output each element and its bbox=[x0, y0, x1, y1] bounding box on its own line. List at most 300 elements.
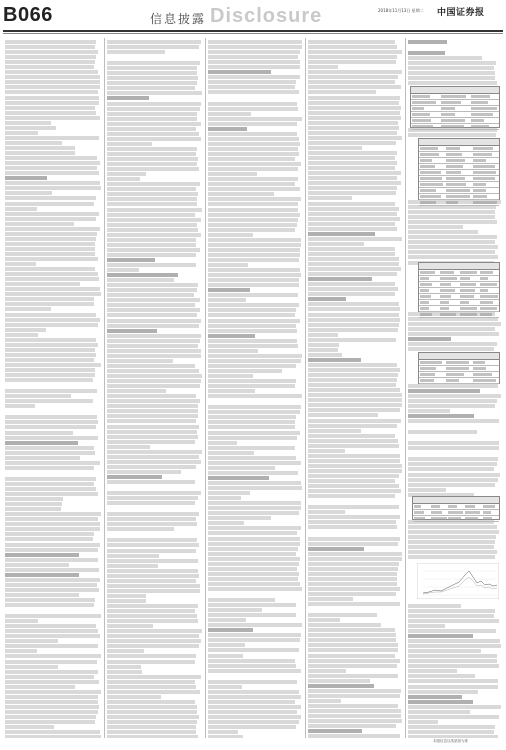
text-line bbox=[5, 237, 96, 241]
text-line bbox=[408, 394, 501, 398]
text-line bbox=[208, 567, 297, 571]
text-line bbox=[107, 308, 200, 312]
text-line bbox=[5, 368, 95, 372]
text-line bbox=[308, 679, 370, 683]
text-line bbox=[107, 470, 181, 474]
text-line bbox=[5, 487, 96, 491]
text-line bbox=[408, 685, 498, 689]
text-line bbox=[308, 429, 361, 433]
text-line bbox=[208, 451, 254, 455]
text-line bbox=[107, 313, 197, 317]
text-line bbox=[107, 253, 196, 257]
text-line bbox=[208, 263, 248, 267]
text-line bbox=[208, 501, 301, 505]
text-line bbox=[5, 307, 51, 311]
text-line bbox=[107, 619, 198, 623]
text-line bbox=[208, 552, 296, 556]
table-cell bbox=[446, 153, 461, 156]
text-line bbox=[308, 515, 400, 519]
text-line bbox=[107, 76, 198, 80]
text-line bbox=[408, 76, 495, 80]
table-header bbox=[413, 497, 499, 504]
text-line bbox=[208, 80, 296, 84]
text-line bbox=[208, 45, 302, 49]
table-cell bbox=[471, 125, 489, 128]
text-line bbox=[5, 212, 99, 216]
table-cell bbox=[446, 177, 464, 180]
text-line bbox=[408, 478, 498, 482]
text-line bbox=[408, 619, 499, 623]
text-line bbox=[308, 65, 338, 69]
text-line bbox=[107, 604, 198, 608]
text-line bbox=[208, 384, 295, 388]
text-line bbox=[208, 603, 296, 607]
text-column-1 bbox=[5, 40, 101, 738]
text-line bbox=[308, 449, 345, 453]
paragraph-heading-line bbox=[5, 176, 47, 180]
text-line bbox=[308, 542, 398, 546]
text-line bbox=[5, 378, 93, 382]
text-line bbox=[5, 720, 95, 724]
text-line bbox=[5, 512, 101, 516]
text-line bbox=[5, 373, 95, 377]
text-line bbox=[5, 85, 100, 89]
text-line bbox=[308, 704, 398, 708]
table-cell bbox=[412, 125, 433, 128]
footer-note: 本版信息以纸质版为准 bbox=[433, 739, 468, 743]
text-line bbox=[308, 654, 395, 658]
text-line bbox=[5, 151, 75, 155]
text-line bbox=[208, 303, 299, 307]
text-line bbox=[5, 80, 100, 84]
text-line bbox=[5, 537, 93, 541]
text-line bbox=[208, 542, 300, 546]
text-line bbox=[107, 112, 197, 116]
table-cell bbox=[420, 171, 441, 174]
text-line bbox=[408, 690, 478, 694]
text-line bbox=[308, 328, 398, 332]
text-line bbox=[5, 75, 100, 79]
text-line bbox=[308, 444, 399, 448]
text-line bbox=[107, 359, 173, 363]
text-line bbox=[5, 725, 54, 729]
data-table bbox=[412, 496, 500, 520]
text-line bbox=[208, 695, 301, 699]
text-line bbox=[408, 457, 498, 461]
text-line bbox=[107, 344, 198, 348]
text-line bbox=[208, 40, 302, 44]
text-line bbox=[208, 187, 300, 191]
text-line bbox=[107, 263, 196, 267]
text-line bbox=[308, 363, 397, 367]
text-line bbox=[308, 577, 397, 581]
paragraph-heading-line bbox=[408, 337, 451, 341]
text-line bbox=[208, 471, 298, 475]
table-cell bbox=[420, 277, 429, 280]
text-line bbox=[308, 217, 400, 221]
text-line bbox=[308, 333, 338, 337]
text-line bbox=[5, 161, 100, 165]
table-cell bbox=[483, 505, 496, 508]
table-cell bbox=[440, 271, 454, 274]
text-line bbox=[107, 480, 195, 484]
paragraph-heading-line bbox=[208, 288, 250, 292]
table-cell bbox=[465, 517, 477, 520]
text-line bbox=[107, 639, 201, 643]
table-cell bbox=[465, 511, 479, 514]
text-line bbox=[208, 582, 300, 586]
paragraph-heading-line bbox=[408, 695, 462, 699]
text-line bbox=[5, 629, 98, 633]
text-line bbox=[5, 715, 96, 719]
text-line bbox=[208, 466, 275, 470]
table-cell bbox=[473, 177, 495, 180]
paragraph-heading-line bbox=[408, 40, 447, 44]
text-line bbox=[208, 633, 301, 637]
text-line bbox=[408, 419, 499, 423]
text-line bbox=[107, 665, 141, 669]
text-line bbox=[208, 715, 301, 719]
text-line bbox=[107, 644, 199, 648]
text-line bbox=[107, 384, 200, 388]
text-line bbox=[5, 507, 61, 511]
text-line bbox=[208, 446, 295, 450]
text-line bbox=[107, 735, 198, 738]
text-line bbox=[408, 730, 494, 734]
text-line bbox=[107, 680, 195, 684]
table-cell bbox=[441, 125, 464, 128]
table-cell bbox=[480, 271, 493, 274]
text-line bbox=[107, 187, 196, 191]
text-line bbox=[308, 247, 395, 251]
table-cell bbox=[440, 283, 451, 286]
text-line bbox=[107, 107, 200, 111]
text-line bbox=[208, 90, 299, 94]
text-line bbox=[107, 369, 199, 373]
table-cell bbox=[473, 159, 486, 162]
text-line bbox=[5, 96, 99, 100]
text-line bbox=[5, 232, 97, 236]
text-line bbox=[208, 374, 253, 378]
text-line bbox=[208, 228, 295, 232]
table-cell bbox=[431, 517, 446, 520]
text-line bbox=[107, 670, 142, 674]
text-line bbox=[208, 147, 298, 151]
text-line bbox=[308, 694, 400, 698]
text-line bbox=[5, 146, 75, 150]
text-line bbox=[5, 186, 101, 190]
table-cell bbox=[446, 367, 469, 370]
text-line bbox=[107, 132, 199, 136]
paragraph-heading-line bbox=[107, 475, 162, 479]
table-cell bbox=[460, 271, 477, 274]
text-line bbox=[308, 459, 400, 463]
text-line bbox=[5, 318, 100, 322]
text-line bbox=[408, 384, 498, 388]
table-cell bbox=[441, 113, 454, 116]
text-line bbox=[5, 40, 96, 44]
text-line bbox=[5, 65, 94, 69]
text-line bbox=[5, 568, 99, 572]
text-line bbox=[208, 491, 250, 495]
text-line bbox=[308, 368, 400, 372]
text-line bbox=[107, 445, 150, 449]
text-line bbox=[308, 90, 376, 94]
paragraph-heading-line bbox=[308, 232, 375, 236]
text-line bbox=[308, 287, 398, 291]
text-line bbox=[5, 451, 95, 455]
text-line bbox=[308, 648, 398, 652]
text-line bbox=[107, 202, 197, 206]
table-cell bbox=[441, 107, 455, 110]
text-line bbox=[408, 555, 495, 559]
paragraph-heading-line bbox=[208, 127, 247, 131]
text-line bbox=[5, 730, 100, 734]
table-cell bbox=[446, 171, 461, 174]
text-line bbox=[308, 45, 397, 49]
text-line bbox=[107, 450, 202, 454]
text-line bbox=[208, 389, 255, 393]
text-line bbox=[408, 483, 495, 487]
text-line bbox=[107, 374, 202, 378]
text-line bbox=[408, 215, 495, 219]
text-line bbox=[308, 505, 399, 509]
text-line bbox=[308, 176, 397, 180]
text-line bbox=[107, 152, 196, 156]
text-line bbox=[107, 634, 199, 638]
text-line bbox=[107, 599, 146, 603]
paragraph-heading-line bbox=[5, 441, 78, 445]
table-cell bbox=[473, 195, 487, 198]
column-divider bbox=[405, 38, 406, 738]
table-cell bbox=[473, 183, 486, 186]
text-line bbox=[208, 85, 295, 89]
text-line bbox=[308, 474, 399, 478]
table-row bbox=[413, 516, 499, 522]
text-line bbox=[308, 323, 399, 327]
text-line bbox=[5, 695, 98, 699]
text-line bbox=[107, 725, 196, 729]
text-line bbox=[208, 436, 297, 440]
text-line bbox=[408, 649, 481, 653]
column-divider bbox=[205, 38, 206, 738]
text-line bbox=[208, 354, 302, 358]
text-line bbox=[5, 338, 96, 342]
text-line bbox=[208, 481, 301, 485]
text-line bbox=[5, 363, 101, 367]
text-line bbox=[107, 233, 201, 237]
text-line bbox=[5, 136, 99, 140]
text-line bbox=[107, 589, 200, 593]
text-line bbox=[408, 669, 457, 673]
text-line bbox=[208, 456, 296, 460]
text-line bbox=[208, 60, 300, 64]
text-line bbox=[107, 594, 146, 598]
text-line bbox=[107, 278, 174, 282]
text-line bbox=[5, 247, 95, 251]
paragraph-heading-line bbox=[208, 628, 253, 632]
text-line bbox=[5, 654, 101, 658]
text-line bbox=[408, 409, 450, 413]
text-line bbox=[208, 420, 295, 424]
text-line bbox=[5, 50, 98, 54]
text-line bbox=[107, 425, 199, 429]
table-cell bbox=[440, 301, 449, 304]
text-line bbox=[107, 349, 201, 353]
text-line bbox=[208, 369, 282, 373]
text-line bbox=[408, 250, 495, 254]
text-line bbox=[308, 537, 400, 541]
text-line bbox=[107, 559, 198, 563]
table-row bbox=[419, 312, 499, 318]
table-cell bbox=[446, 189, 470, 192]
text-line bbox=[107, 162, 197, 166]
text-line bbox=[5, 45, 95, 49]
text-line bbox=[5, 282, 80, 286]
text-line bbox=[308, 80, 395, 84]
text-line bbox=[107, 248, 200, 252]
text-line bbox=[5, 558, 98, 562]
text-line bbox=[107, 543, 199, 547]
text-line bbox=[308, 552, 402, 556]
paragraph-heading-line bbox=[308, 277, 372, 281]
text-line bbox=[107, 399, 200, 403]
text-line bbox=[308, 313, 399, 317]
text-line bbox=[5, 415, 97, 419]
table-header bbox=[419, 353, 499, 360]
text-line bbox=[5, 634, 100, 638]
text-line bbox=[107, 182, 200, 186]
text-line bbox=[5, 242, 95, 246]
table-cell bbox=[441, 95, 466, 98]
text-line bbox=[107, 649, 144, 653]
text-line bbox=[208, 690, 299, 694]
text-line bbox=[308, 151, 397, 155]
text-line bbox=[208, 112, 251, 116]
paragraph-heading-line bbox=[308, 547, 364, 551]
text-line bbox=[208, 248, 300, 252]
text-line bbox=[308, 338, 396, 342]
text-line bbox=[107, 440, 195, 444]
text-line bbox=[308, 101, 399, 105]
text-line bbox=[408, 462, 497, 466]
text-line bbox=[408, 467, 494, 471]
text-line bbox=[308, 709, 401, 713]
text-line bbox=[107, 86, 195, 90]
text-line bbox=[208, 643, 245, 647]
paragraph-heading-line bbox=[5, 553, 79, 557]
text-line bbox=[408, 210, 495, 214]
paragraph-heading-line bbox=[208, 476, 269, 480]
text-line bbox=[107, 157, 198, 161]
text-line bbox=[308, 222, 395, 226]
table-cell bbox=[473, 189, 486, 192]
text-line bbox=[107, 288, 197, 292]
table-cell bbox=[446, 159, 465, 162]
text-line bbox=[5, 431, 73, 435]
net-value-chart bbox=[417, 563, 499, 599]
text-line bbox=[208, 50, 300, 54]
text-line bbox=[408, 715, 499, 719]
text-line bbox=[107, 339, 200, 343]
text-line bbox=[208, 102, 297, 106]
table-cell bbox=[412, 101, 436, 104]
text-line bbox=[5, 735, 101, 738]
text-line bbox=[107, 334, 201, 338]
text-line bbox=[107, 554, 159, 558]
section-title-cn: 信息披露 bbox=[150, 12, 207, 26]
text-line bbox=[308, 207, 399, 211]
text-line bbox=[107, 243, 196, 247]
text-line bbox=[308, 669, 346, 673]
text-line bbox=[208, 654, 243, 658]
text-line bbox=[107, 705, 197, 709]
text-line bbox=[107, 142, 152, 146]
text-line bbox=[208, 431, 300, 435]
text-line bbox=[308, 734, 400, 738]
text-line bbox=[107, 624, 153, 628]
text-line bbox=[208, 65, 300, 69]
text-line bbox=[408, 133, 496, 137]
text-line bbox=[408, 327, 495, 331]
text-line bbox=[308, 343, 339, 347]
text-line bbox=[408, 430, 477, 434]
text-line bbox=[408, 550, 497, 554]
text-line bbox=[208, 75, 300, 79]
text-line bbox=[107, 700, 195, 704]
text-line bbox=[5, 262, 36, 266]
text-line bbox=[5, 593, 79, 597]
table-cell bbox=[412, 107, 424, 110]
text-line bbox=[107, 501, 195, 505]
table-cell bbox=[414, 511, 424, 514]
text-line bbox=[308, 664, 397, 668]
paragraph-heading-line bbox=[308, 684, 374, 688]
text-line bbox=[208, 572, 299, 576]
text-line bbox=[308, 525, 397, 529]
text-line bbox=[308, 318, 400, 322]
text-line bbox=[107, 522, 197, 526]
page-number: B066 bbox=[3, 4, 53, 26]
table-cell bbox=[473, 147, 493, 150]
text-line bbox=[107, 579, 196, 583]
text-line bbox=[408, 230, 478, 234]
table-cell bbox=[420, 147, 438, 150]
text-line bbox=[208, 659, 295, 663]
text-line bbox=[308, 202, 395, 206]
text-line bbox=[208, 202, 298, 206]
text-line bbox=[308, 454, 400, 458]
text-line bbox=[107, 660, 195, 664]
text-line bbox=[107, 389, 166, 393]
text-line bbox=[5, 644, 98, 648]
text-line bbox=[208, 117, 302, 121]
text-line bbox=[208, 705, 301, 709]
table-cell bbox=[471, 95, 490, 98]
text-line bbox=[107, 527, 174, 531]
text-line bbox=[208, 344, 298, 348]
text-line bbox=[208, 735, 243, 738]
paragraph-heading-line bbox=[408, 51, 445, 55]
text-line bbox=[308, 272, 397, 276]
text-line bbox=[308, 212, 397, 216]
text-line bbox=[308, 96, 400, 100]
text-line bbox=[5, 166, 97, 170]
text-line bbox=[208, 461, 301, 465]
text-line bbox=[5, 389, 97, 393]
text-line bbox=[308, 55, 397, 59]
text-line bbox=[107, 324, 199, 328]
